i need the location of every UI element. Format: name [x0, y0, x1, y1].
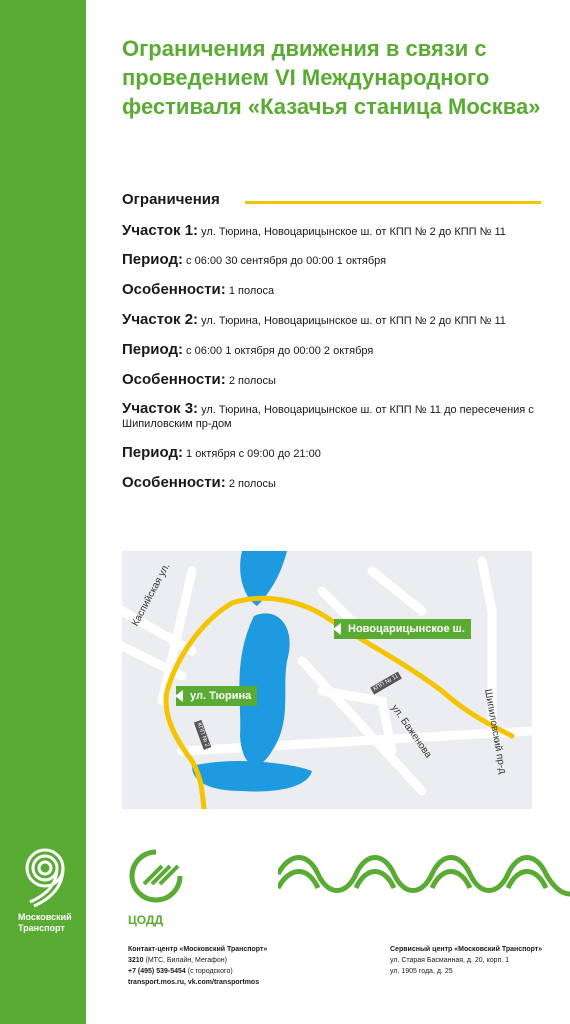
page-title: Ограничения движения в связи с проведением VI Международного фестиваля «Казачья станица Москва»: [122, 36, 541, 119]
row-period-3: Период: 1 октября с 09:00 до 21:00: [122, 444, 321, 461]
contact-phone-short[interactable]: 3210: [128, 957, 144, 964]
moscow-transport-logo: [14, 846, 76, 934]
route-map: [122, 551, 532, 809]
row-period-2: Период: с 06:00 1 октября до 00:00 2 октября: [122, 341, 374, 358]
service-center-address-1: ул. Старая Басманная, д. 20, корп. 1: [390, 957, 510, 964]
sidebar: [0, 0, 86, 1024]
service-center-title: Сервисный центр «Московский Транспорт»: [390, 946, 543, 953]
service-center-address-2: ул. 1905 года, д. 25: [390, 968, 453, 975]
codd-logo-icon: [128, 848, 184, 904]
section-heading: [122, 191, 542, 213]
section-heading-text: Ограничения: [122, 191, 220, 208]
decorative-wave-ornament: [278, 848, 570, 900]
codd-name: ЦОДД: [128, 913, 164, 927]
kpp-11-marker: КПП № 11: [370, 672, 402, 695]
street-shipilovsky: Шипиловский пр-д: [482, 688, 508, 775]
row-section-2: Участок 2: ул. Тюрина, Новоцарицынское ш. от КПП № 2 до КПП № 11: [122, 311, 506, 328]
street-kaspiyskaya: Каспийская ул.: [130, 561, 173, 629]
moscow-transport-logo-icon: [20, 846, 70, 908]
row-section-1: Участок 1: ул. Тюрина, Новоцарицынское ш. от КПП № 2 до КПП № 11: [122, 222, 506, 239]
row-features-3: Особенности: 2 полосы: [122, 474, 276, 491]
logo-line2: Транспорт: [18, 923, 65, 933]
kpp-2-marker: КПП № 2: [194, 720, 212, 750]
label-novotsaritsynskoe: Новоцарицынское ш.: [334, 619, 471, 639]
street-bazhenova: ул. Баженова: [388, 702, 434, 761]
contact-websites[interactable]: transport.mos.ru, vk.com/transportmos: [128, 979, 260, 986]
contact-phone-city[interactable]: +7 (495) 539-5454: [128, 968, 186, 975]
contact-center-info: Контакт-центр «Московский Транспорт» 3210 (МТС, Билайн, Мегафон) +7 (495) 539-5454 (с городского) transport.mos.ru, vk.com/transportmos: [128, 944, 378, 988]
route-map-canvas: [122, 551, 532, 809]
row-period-1: Период: с 06:00 30 сентября до 00:00 1 октября: [122, 251, 387, 268]
row-features-2: Особенности: 2 полосы: [122, 371, 276, 388]
contact-center-title: Контакт-центр «Московский Транспорт»: [128, 946, 268, 953]
lake-bottom: [192, 761, 312, 791]
row-features-1: Особенности: 1 полоса: [122, 281, 275, 298]
label-tyurina: ул. Тюрина: [176, 686, 257, 706]
restrictions-list: [122, 224, 552, 491]
service-center-info: [390, 944, 560, 977]
logo-line1: Московский: [18, 912, 72, 922]
section-heading-bar: [245, 201, 541, 204]
row-section-3: Участок 3: ул. Тюрина, Новоцарицынское ш. от КПП № 11 до пересечения с Шипиловским пр-дом: [122, 400, 534, 430]
codd-logo: [128, 848, 188, 927]
